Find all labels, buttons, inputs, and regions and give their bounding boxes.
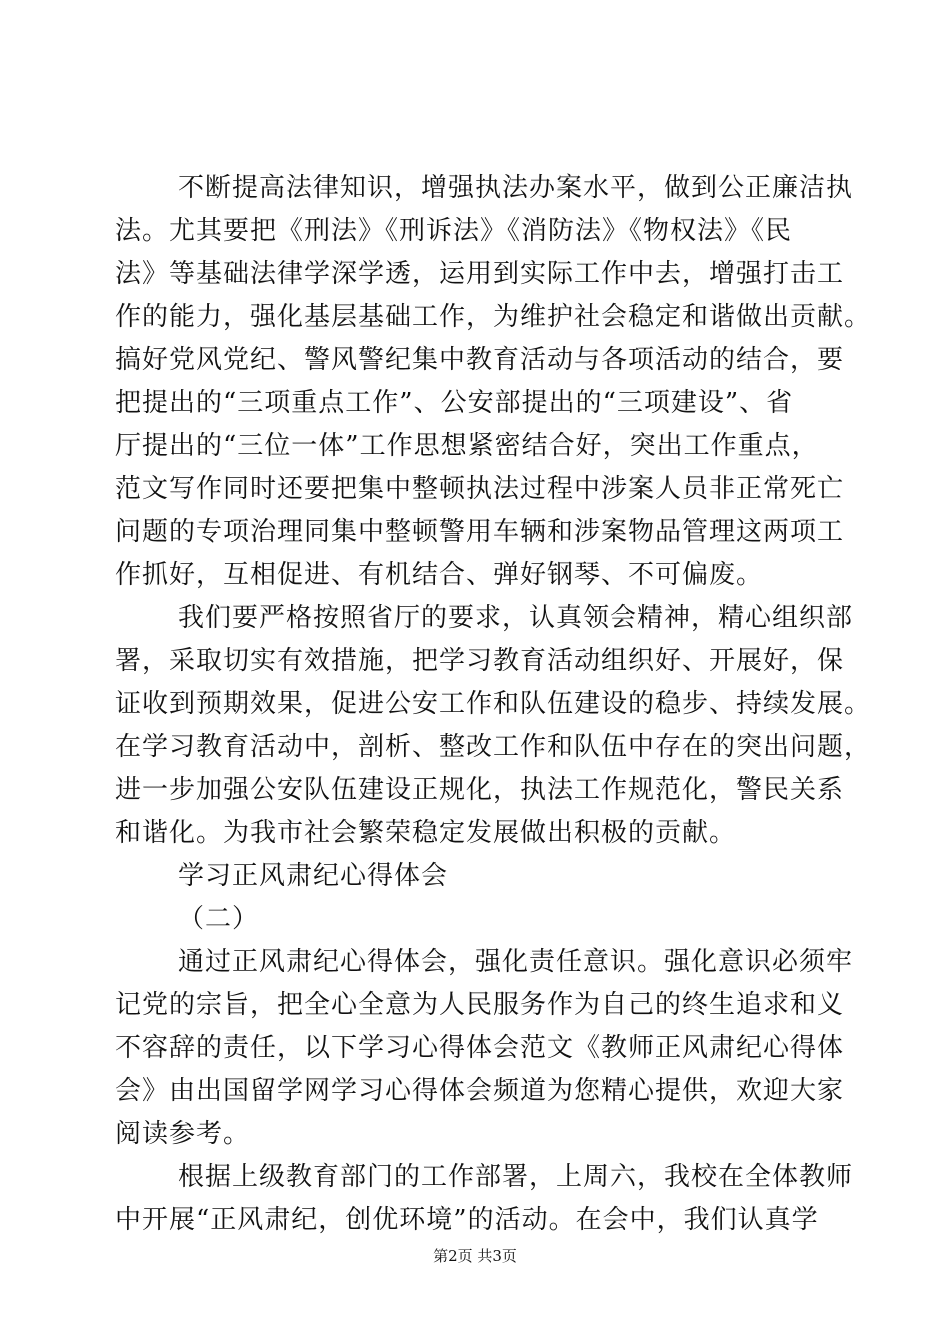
- text-line: 中开展“正风肃纪，创优环境”的活动。在会中，我们认真学: [115, 1205, 819, 1235]
- text-line: 范文写作同时还要把集中整顿执法过程中涉案人员非正常死亡: [115, 474, 845, 504]
- text-line: 法。尤其要把《刑法》《刑诉法》《消防法》《物权法》《民: [115, 216, 793, 246]
- text-line: 证收到预期效果，促进公安工作和队伍建设的稳步、持续发展。: [115, 689, 872, 719]
- section-subheading: （二）: [178, 904, 260, 934]
- text-line: 不断提高法律知识，增强执法办案水平，做到公正廉洁执: [178, 173, 854, 203]
- text-line: 法》等基础法律学深学透，运用到实际工作中去，增强打击工: [115, 259, 845, 289]
- text-line: 进一步加强公安队伍建设正规化，执法工作规范化，警民关系: [115, 775, 845, 805]
- text-line: 不容辞的责任，以下学习心得体会范文《教师正风肃纪心得体: [115, 1033, 845, 1063]
- text-line: 问题的专项治理同集中整顿警用车辆和涉案物品管理这两项工: [115, 517, 845, 547]
- text-line: 作的能力，强化基层基础工作，为维护社会稳定和谐做出贡献。: [115, 302, 872, 332]
- section-heading: 学习正风肃纪心得体会: [178, 861, 449, 891]
- text-line: 记党的宗旨，把全心全意为人民服务作为自己的终生追求和义: [115, 990, 845, 1020]
- text-line: 会》由出国留学网学习心得体会频道为您精心提供，欢迎大家: [115, 1076, 845, 1106]
- text-line: 在学习教育活动中，剖析、整改工作和队伍中存在的突出问题，: [115, 732, 872, 762]
- text-line: 厅提出的“三位一体”工作思想紧密结合好，突出工作重点，: [115, 431, 819, 461]
- text-line: 搞好党风党纪、警风警纪集中教育活动与各项活动的结合，要: [115, 345, 845, 375]
- text-line: 通过正风肃纪心得体会，强化责任意识。强化意识必须牢: [178, 947, 854, 977]
- text-line: 和谐化。为我市社会繁荣稳定发展做出积极的贡献。: [115, 818, 737, 848]
- text-line: 作抓好，互相促进、有机结合、弹好钢琴、不可偏废。: [115, 560, 764, 590]
- text-line: 阅读参考。: [115, 1119, 251, 1149]
- text-line: 根据上级教育部门的工作部署，上周六，我校在全体教师: [178, 1162, 854, 1192]
- text-line: 我们要严格按照省厅的要求，认真领会精神，精心组织部: [178, 603, 854, 633]
- text-line: 署，采取切实有效措施，把学习教育活动组织好、开展好，保: [115, 646, 845, 676]
- page-footer: 第2页 共3页: [433, 1247, 517, 1265]
- text-line: 把提出的“三项重点工作”、公安部提出的“三项建设”、省: [115, 388, 794, 418]
